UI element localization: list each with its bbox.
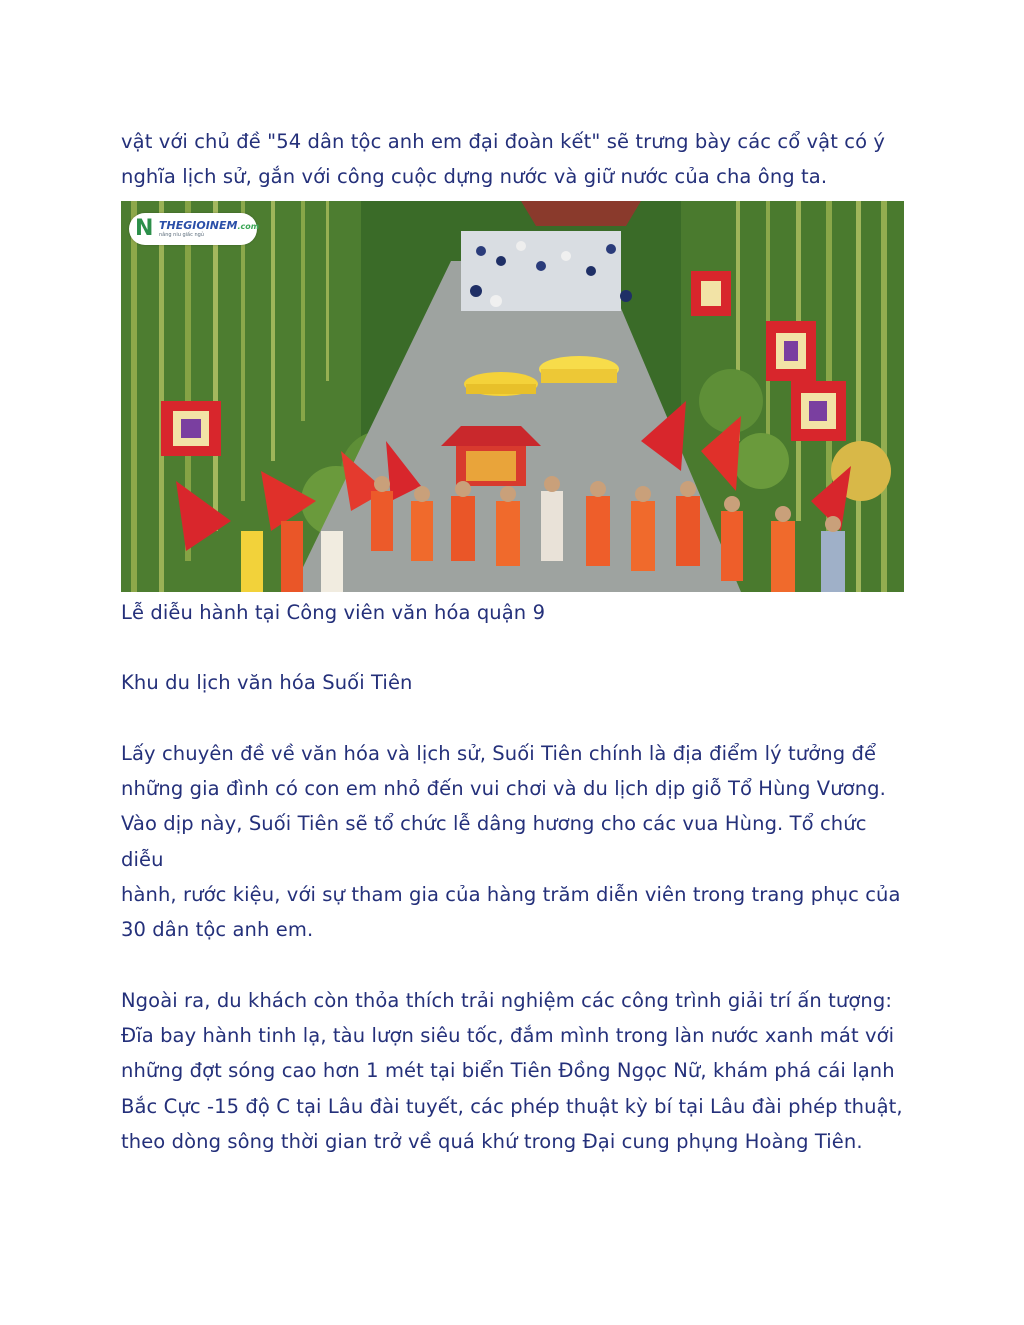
paragraph-suoi-tien [121, 736, 911, 948]
photo-caption: Lễ diễu hành tại Công viên văn hóa quận 9 [121, 600, 546, 624]
logo-tagline: nâng niu giấc ngủ [159, 231, 204, 238]
site-logo [129, 213, 260, 245]
intro-line: vật với chủ đề "54 dân tộc anh em đại đoàn kết" sẽ trưng bày các cổ vật có ý [121, 130, 886, 153]
palanquin [441, 426, 541, 486]
paragraph-line: theo dòng sông thời gian trở về quá khứ trong Đại cung phụng Hoàng Tiên. [121, 1130, 863, 1154]
intro-paragraph [121, 124, 911, 195]
logo-mark-icon: N [135, 215, 154, 241]
logo-suffix: .com [237, 221, 260, 231]
document-page [121, 124, 911, 1159]
paragraph-line: Ngoài ra, du khách còn thỏa thích trải nghiệm các công trình giải trí ấn tượng: [121, 988, 893, 1012]
section-heading: Khu du lịch văn hóa Suối Tiên [121, 671, 413, 695]
paragraph-line: Đĩa bay hành tinh lạ, tàu lượn siêu tốc, đắm mình trong làn nước xanh mát với [121, 1024, 895, 1048]
paragraph-line: hành, rước kiệu, với sự tham gia của hàng trăm diễn viên trong trang phục của [121, 882, 901, 906]
logo-name: THEGIOINEM [159, 218, 238, 232]
paragraph-attractions [121, 983, 911, 1159]
procession-photo [121, 201, 904, 592]
paragraph-line: Lấy chuyên đề về văn hóa và lịch sử, Suối Tiên chính là địa điểm lý tưởng để [121, 741, 877, 765]
paragraph-line: những gia đình có con em nhỏ đến vui chơi và du lịch dịp giỗ Tổ Hùng Vương. [121, 777, 886, 801]
procession-scene [121, 201, 904, 592]
paragraph-line: Vào dịp này, Suối Tiên sẽ tổ chức lễ dâng hương cho các vua Hùng. Tổ chức diễu [121, 812, 867, 871]
paragraph-line: Bắc Cực -15 độ C tại Lâu đài tuyết, các phép thuật kỳ bí tại Lâu đài phép thuật, [121, 1094, 903, 1118]
intro-line: nghĩa lịch sử, gắn với công cuộc dựng nước và giữ nước của cha ông ta. [121, 165, 828, 189]
paragraph-line: những đợt sóng cao hơn 1 mét tại biển Tiên Đồng Ngọc Nữ, khám phá cái lạnh [121, 1059, 895, 1083]
paragraph-line: 30 dân tộc anh em. [121, 918, 314, 942]
temple-roof [521, 201, 641, 226]
crowd-far [461, 231, 632, 311]
